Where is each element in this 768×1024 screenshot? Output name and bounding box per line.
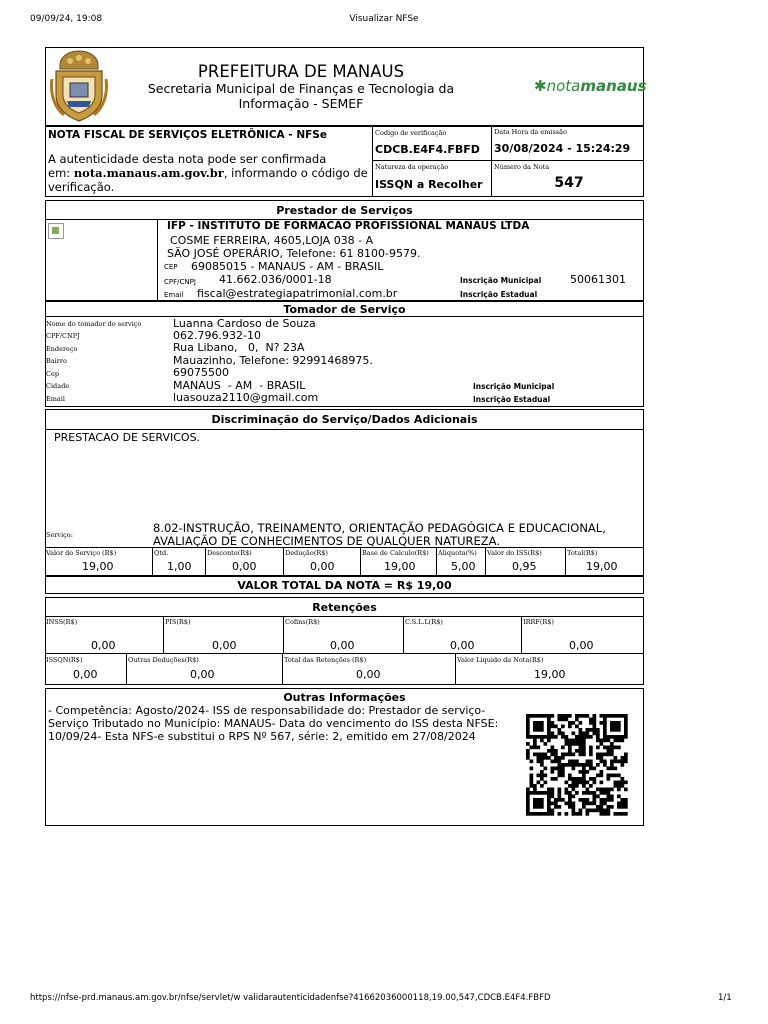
prestador-cnpj-value: 41.662.036/0001-18 bbox=[219, 273, 332, 286]
prestador-email-value: fiscal@estrategiapatrimonial.com.br bbox=[197, 287, 398, 300]
numero-label: Número da Nota bbox=[494, 163, 550, 171]
servico-label: Serviço: bbox=[46, 531, 73, 539]
tomador-email-value: luasouza2110@gmail.com bbox=[173, 391, 319, 404]
deducao-value: 0,00 bbox=[310, 560, 335, 573]
cofins-value: 0,00 bbox=[330, 639, 355, 652]
issqn-label: ISSQN(R$) bbox=[46, 656, 83, 664]
outras-line2: Serviço Tributado no Município: MANAUS- Data do vencimento do ISS desta NFSE: bbox=[48, 717, 499, 730]
csll-value: 0,00 bbox=[450, 639, 475, 652]
valor-liquido-value: 19,00 bbox=[534, 668, 566, 681]
datahora-label: Data Hora da emissão bbox=[494, 128, 567, 136]
print-page-title: Visualizar NFSe bbox=[349, 14, 419, 24]
inss-value: 0,00 bbox=[91, 639, 116, 652]
prestador-im-value: 50061301 bbox=[570, 273, 626, 286]
pis-value: 0,00 bbox=[212, 639, 237, 652]
secretaria-line2: Informação - SEMEF bbox=[238, 96, 364, 111]
qr-code-icon bbox=[526, 714, 632, 818]
prestador-ie-label: Inscrição Estadual bbox=[460, 290, 538, 299]
prestador-email-label: Email bbox=[164, 291, 184, 299]
total-label: Total(R$) bbox=[567, 549, 598, 557]
qtd-value: 1,00 bbox=[167, 560, 192, 573]
auth-line2: em: nota.manaus.am.gov.br, informando o código de bbox=[48, 166, 368, 180]
retencoes-section-title: Retenções bbox=[312, 601, 377, 614]
codigo-label: Codigo de verificação bbox=[375, 129, 447, 137]
header-box bbox=[45, 47, 647, 126]
desconto-label: Desconto(R$) bbox=[207, 549, 252, 557]
valor-iss-label: Valor do ISS(R$) bbox=[487, 549, 542, 557]
tomador-nome-value: Luanna Cardoso de Souza bbox=[173, 317, 316, 330]
base-calculo-value: 19,00 bbox=[384, 560, 416, 573]
tomador-cidade-value: MANAUS - AM - BRASIL bbox=[173, 379, 306, 392]
prestador-cnpj-label: CPF/CNPJ bbox=[164, 278, 196, 286]
total-value: 19,00 bbox=[586, 560, 618, 573]
tomador-cpf-value: 062.796.932-10 bbox=[173, 329, 261, 342]
tomador-bairro-label: Bairro bbox=[46, 357, 67, 365]
base-calculo-label: Base de Calculo(R$) bbox=[362, 549, 429, 557]
tomador-im-label: Inscrição Municipal bbox=[473, 382, 555, 391]
valor-iss-value: 0,95 bbox=[512, 560, 537, 573]
valor-servico-label: Valor do Serviço (R$) bbox=[46, 549, 117, 557]
tomador-cpf-label: CPF/CNPJ bbox=[46, 332, 80, 340]
tomador-nome-label: Nome do tomador do serviço bbox=[46, 320, 142, 328]
outras-line1: - Competência: Agosto/2024- ISS de responsabilidade do: Prestador de serviço- bbox=[48, 704, 486, 717]
secretaria-line1: Secretaria Municipal de Finanças e Tecnologia da bbox=[147, 81, 455, 96]
auth-link[interactable]: nota.manaus.am.gov.br bbox=[73, 166, 224, 180]
valor-liquido-label: Valor Liquido da Nota(R$) bbox=[457, 656, 544, 664]
total-retencoes-value: 0,00 bbox=[356, 668, 381, 681]
prestador-cep-value: 69085015 - MANAUS - AM - BRASIL bbox=[191, 260, 384, 273]
discriminacao-section-title: Discriminação do Serviço/Dados Adicionais bbox=[211, 413, 478, 426]
issqn-value: 0,00 bbox=[73, 668, 98, 681]
natureza-label: Natureza da operação bbox=[375, 163, 449, 171]
cofins-label: Cofins(R$) bbox=[285, 618, 320, 626]
tomador-section-title: Tomador de Serviço bbox=[283, 303, 406, 316]
star-icon: ✱ bbox=[534, 77, 547, 95]
total-retencoes-label: Total das Retenções (R$) bbox=[284, 656, 367, 664]
tomador-endereco-label: Endereço bbox=[46, 345, 78, 353]
prestador-cep-label: CEP bbox=[164, 263, 178, 271]
prefeitura-title: PREFEITURA DE MANAUS bbox=[197, 62, 405, 81]
tomador-email-label: Email bbox=[46, 395, 65, 403]
tomador-cep-value: 69075500 bbox=[173, 366, 229, 379]
numero-value: 547 bbox=[554, 175, 584, 191]
irrf-label: IRRF(R$) bbox=[523, 618, 554, 626]
deducao-label: Dedução(R$) bbox=[285, 549, 328, 557]
tomador-ie-label: Inscrição Estadual bbox=[473, 395, 551, 404]
csll-label: C.S.L.L(R$) bbox=[405, 618, 443, 626]
servico-line2: AVALIAÇÃO DE CONHECIMENTOS DE QUALQUER NATUREZA. bbox=[153, 534, 500, 548]
valor-total-text: VALOR TOTAL DA NOTA = R$ 19,00 bbox=[237, 579, 452, 592]
datahora-value: 30/08/2024 - 15:24:29 bbox=[494, 142, 631, 155]
outras-section-title: Outras Informações bbox=[283, 691, 406, 704]
servico-line1: 8.02-INSTRUÇÃO, TREINAMENTO, ORIENTAÇÃO PEDAGÓGICA E EDUCACIONAL, bbox=[153, 521, 606, 535]
nfse-title: NOTA FISCAL DE SERVIÇOS ELETRÔNICA - NFSe bbox=[48, 129, 327, 141]
outras-line3: 10/09/24- Esta NFS-e substitui o RPS Nº 567, série: 2, emitido em 27/08/2024 bbox=[48, 730, 476, 743]
aliquota-label: Aliquota(%) bbox=[438, 549, 477, 557]
prestador-name: IFP - INSTITUTO DE FORMACAO PROFISSIONAL MANAUS LTDA bbox=[167, 220, 530, 232]
broken-image-icon bbox=[48, 223, 64, 239]
outras-deducoes-value: 0,00 bbox=[190, 668, 215, 681]
prestador-address: COSME FERREIRA, 4605,LOJA 038 - A bbox=[170, 234, 374, 247]
auth-line3: verificação. bbox=[48, 180, 115, 194]
print-datetime: 09/09/24, 19:08 bbox=[30, 14, 103, 24]
desconto-value: 0,00 bbox=[232, 560, 257, 573]
notamanaus-logo: ✱notamanaus bbox=[534, 77, 647, 95]
tomador-cidade-label: Cidade bbox=[46, 382, 70, 390]
pis-label: PIS(R$) bbox=[165, 618, 191, 626]
codigo-value: CDCB.E4F4.FBFD bbox=[375, 143, 480, 156]
discriminacao-text: PRESTACAO DE SERVICOS. bbox=[54, 431, 201, 444]
valor-servico-value: 19,00 bbox=[82, 560, 114, 573]
tomador-cep-label: Cep bbox=[46, 370, 59, 378]
tomador-bairro-value: Mauazinho, Telefone: 92991468975. bbox=[173, 354, 373, 367]
inss-label: INSS(R$) bbox=[46, 618, 78, 626]
auth-line1: A autenticidade desta nota pode ser confirmada bbox=[48, 152, 327, 166]
print-url: https://nfse-prd.manaus.am.gov.br/nfse/servlet/w validarautenticidadenfse?41662036000118,19.00,547,CDCB.E4F4.FBFD bbox=[30, 993, 551, 1003]
qtd-label: Qtd. bbox=[154, 549, 169, 557]
outras-deducoes-label: Outras Deduções(R$) bbox=[128, 656, 199, 664]
aliquota-value: 5,00 bbox=[451, 560, 476, 573]
natureza-value: ISSQN a Recolher bbox=[375, 178, 483, 191]
prestador-im-label: Inscrição Municipal bbox=[460, 276, 542, 285]
prestador-section-title: Prestador de Serviços bbox=[276, 204, 413, 217]
prestador-bairro: SÃO JOSÉ OPERÁRIO, Telefone: 61 8100-9579. bbox=[167, 247, 421, 260]
irrf-value: 0,00 bbox=[569, 639, 594, 652]
print-page-number: 1/1 bbox=[718, 993, 732, 1003]
tomador-endereco-value: Rua Libano, 0, N? 23A bbox=[173, 341, 305, 354]
